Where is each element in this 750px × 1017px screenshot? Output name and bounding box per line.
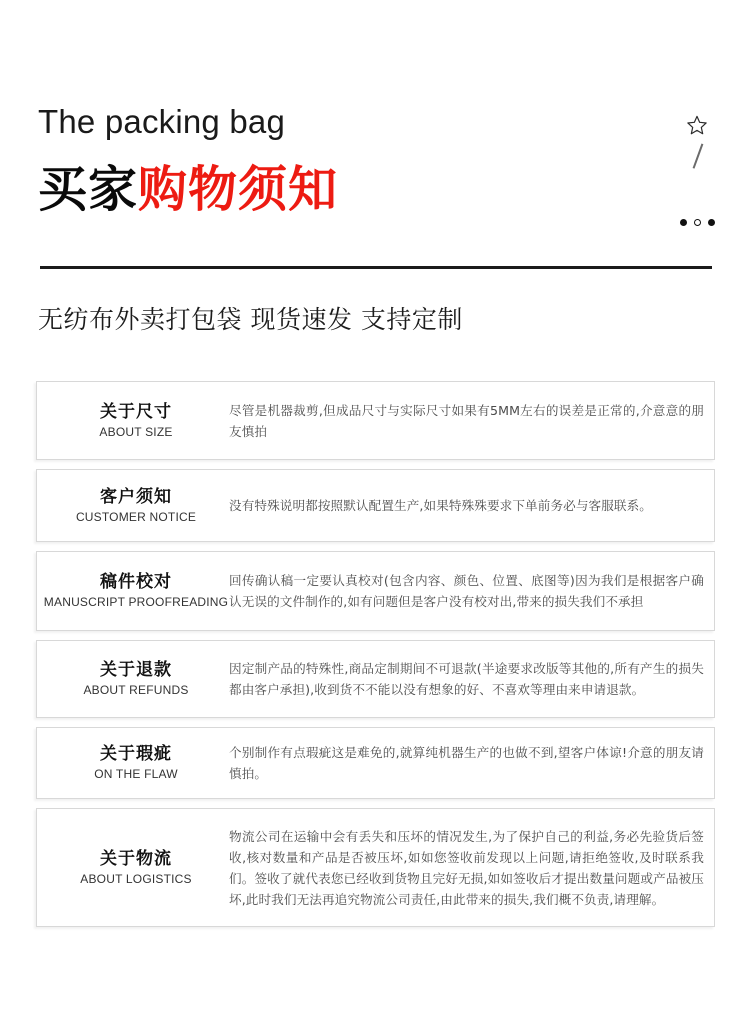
notice-body: 因定制产品的特殊性,商品定制期间不可退款(半途要求改版等其他的,所有产生的损失都由客户承担),收到货不不能以没有想象的好、不喜欢等理由来申请退款。 (229, 661, 704, 697)
notice-item-manuscript-proofreading (36, 551, 715, 631)
notice-label-en: MANUSCRIPT PROOFREADING (43, 595, 229, 609)
notice-label-cn: 关于瑕疵 (100, 744, 172, 764)
notice-label-en: ABOUT REFUNDS (83, 683, 189, 697)
header-divider (40, 266, 712, 269)
notice-body: 尽管是机器裁剪,但成品尺寸与实际尺寸如果有5MM左右的误差是正常的,介意意的朋友慎拍 (229, 402, 704, 439)
notice-body: 物流公司在运输中会有丢失和压坏的情况发生,为了保护自己的利益,务必先验货后签收,核对数量和产品是否被压坏,如如您签收前发现以上问题,请拒绝签收,及时联系我们。签收了就代表您已经收到货物且完好无损,如如签收后才提出数量问题或产品被压坏,此时我们无法再追究物流公司责任,由此带来的损失,我们概不负责,请理解。 (229, 828, 704, 907)
notice-label-cn: 客户须知 (100, 486, 172, 507)
notice-label-cn: 关于尺寸 (100, 401, 172, 422)
notice-label (37, 401, 229, 441)
page-title (38, 162, 338, 218)
notice-label-cn: 稿件校对 (100, 572, 172, 592)
notice-item-about-logistics (36, 808, 715, 927)
dot-hollow-middle (694, 219, 701, 226)
dots-decoration (680, 219, 715, 226)
notice-label (37, 571, 229, 611)
star-outline-icon (686, 114, 708, 136)
notice-body: 没有特殊说明都按照默认配置生产,如果特殊殊要求下单前务必与客服联系。 (229, 498, 652, 513)
notice-body: 个别制作有点瑕疵这是难免的,就算纯机器生产的也做不到,望客户体谅!介意的朋友请慎拍。 (229, 745, 704, 781)
notice-label-en: ABOUT SIZE (99, 424, 173, 439)
notice-label (37, 486, 229, 526)
notice-item-about-refunds (36, 640, 715, 718)
subtitle: 无纺布外卖打包袋 现货速发 支持定制 (38, 305, 463, 334)
notice-label-en: CUSTOMER NOTICE (75, 509, 197, 524)
dot-filled-right (708, 219, 715, 226)
notice-list (36, 381, 715, 936)
notice-label (37, 659, 229, 699)
dot-filled-left (680, 219, 687, 226)
english-title: The packing bag (38, 103, 286, 140)
page-title-dark-segment: 买家 (38, 161, 139, 218)
notice-item-customer-notice (36, 469, 715, 542)
notice-body: 回传确认稿一定要认真校对(包含内容、颜色、位置、底图等)因为我们是根据客户确认无误的文件制作的,如有问题但是客户没有校对出,带来的损失我们不承担 (229, 573, 704, 609)
notice-item-on-the-flaw (36, 727, 715, 799)
notice-item-about-size (36, 381, 715, 460)
notice-label-cn: 关于退款 (100, 660, 172, 680)
notice-label-en: ABOUT LOGISTICS (80, 871, 192, 886)
slash-icon (697, 143, 711, 169)
notice-label-en: ON THE FLAW (94, 767, 178, 781)
notice-label-cn: 关于物流 (100, 848, 172, 869)
page-title-red-segment: 购物须知 (138, 161, 339, 218)
notice-label (37, 848, 229, 888)
notice-label (37, 743, 229, 783)
